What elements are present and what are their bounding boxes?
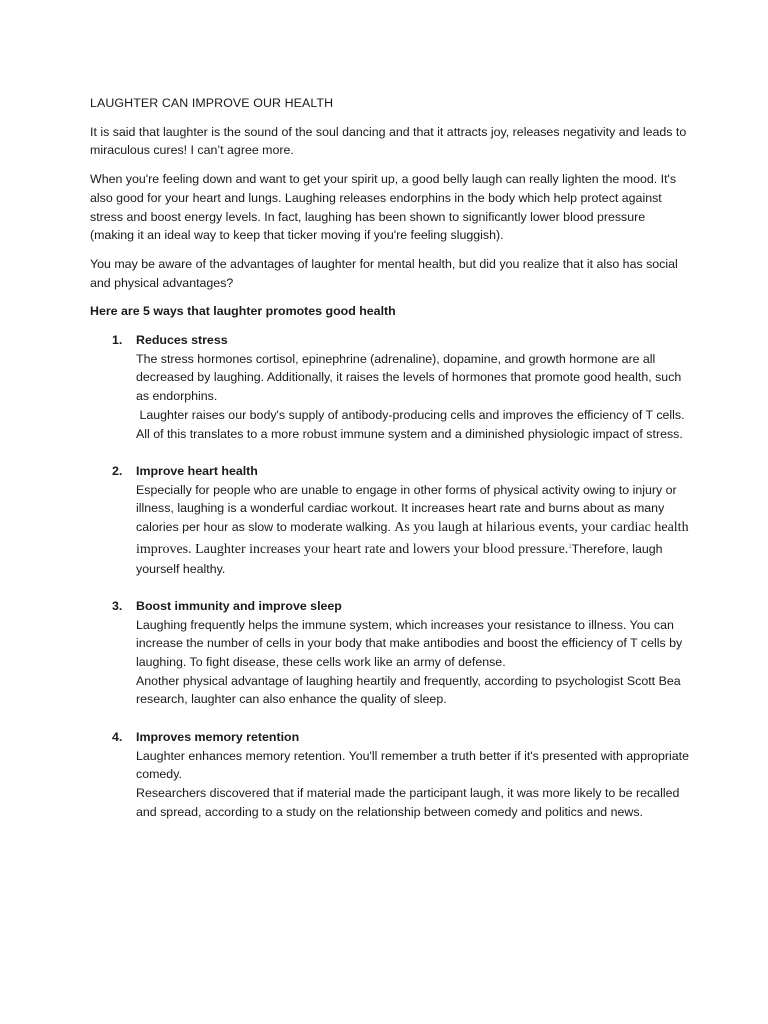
list-item-text: Laughter raises our body's supply of antibody-producing cells and improves the efficiency of T cells. All of this translates to a more robust immune system and a diminished physiologic impact of stress. bbox=[136, 407, 688, 441]
list-item-text: Another physical advantage of laughing heartily and frequently, according to psychologist Scott Bea research, laughter can also enhance the quality of sleep. bbox=[136, 673, 681, 707]
list-item-number: 4. bbox=[112, 729, 123, 744]
list-item-title: Improves memory retention bbox=[136, 729, 300, 744]
list-heading: Here are 5 ways that laughter promotes good health bbox=[90, 304, 396, 319]
body-paragraph: When you're feeling down and want to get your spirit up, a good belly laugh can really lighten the mood. It's also good for your heart and lungs. Laughing releases endorphins in the body which help protect against stress and boost energy levels. In fact, laughing has been shown to significantly lower blood pressure (making it an ideal way to keep that ticker moving if you're feeling sluggish). bbox=[90, 172, 677, 243]
list-item bbox=[90, 728, 690, 822]
list-item-text: Laughing frequently helps the immune system, which increases your resistance to illness. You can increase the number of cells in your body that make antibodies and boost the efficiency of T cells by laughing. To fight disease, these cells work like an army of defense. bbox=[136, 617, 683, 670]
list-item-text-serif: As you laugh at hilarious events, your cardiac health improves. Laughter increases your heart rate and lowers your blood pressure. bbox=[136, 520, 689, 557]
intro-paragraph: It is said that laughter is the sound of the soul dancing and that it attracts joy, releases negativity and leads to miraculous cures! I can’t agree more. bbox=[90, 124, 687, 158]
list-item-text: Researchers discovered that if material made the participant laugh, it was more likely to be recalled and spread, according to a study on the relationship between comedy and politics and news. bbox=[136, 785, 680, 819]
list-item-text-end: Therefore, laugh yourself healthy. bbox=[136, 541, 663, 576]
list-item bbox=[90, 462, 690, 578]
list-item-text-sans: Especially for people who are unable to engage in other forms of physical activity owing to injury or illness, laughing is a wonderful cardiac workout. It increases heart rate and burns about as many calories per hour as slow to moderate walking. bbox=[136, 482, 677, 535]
document-title: LAUGHTER CAN IMPROVE OUR HEALTH bbox=[90, 96, 334, 110]
list-item-number: 1. bbox=[112, 333, 123, 348]
list-item-title: Reduces stress bbox=[136, 333, 228, 348]
list-item-text: The stress hormones cortisol, epinephrine (adrenaline), dopamine, and growth hormone are all decreased by laughing. Additionally, it raises the levels of hormones that promote good health, such as endorphins. bbox=[136, 351, 682, 404]
list-item bbox=[90, 597, 690, 709]
list-item-title: Improve heart health bbox=[136, 463, 258, 478]
list-item-number: 2. bbox=[112, 463, 123, 478]
footnote-mark[interactable]: 1 bbox=[568, 543, 572, 550]
document-page bbox=[90, 94, 690, 840]
body-paragraph: You may be aware of the advantages of laughter for mental health, but did you realize that it also has social and physical advantages? bbox=[90, 256, 678, 290]
ways-list bbox=[90, 331, 690, 821]
list-item-text: Laughter enhances memory retention. You'll remember a truth better if it's presented with appropriate comedy. bbox=[136, 748, 689, 782]
list-item-text bbox=[136, 481, 690, 579]
list-item-number: 3. bbox=[112, 598, 123, 613]
list-item-title: Boost immunity and improve sleep bbox=[136, 598, 342, 613]
list-item bbox=[90, 331, 690, 443]
